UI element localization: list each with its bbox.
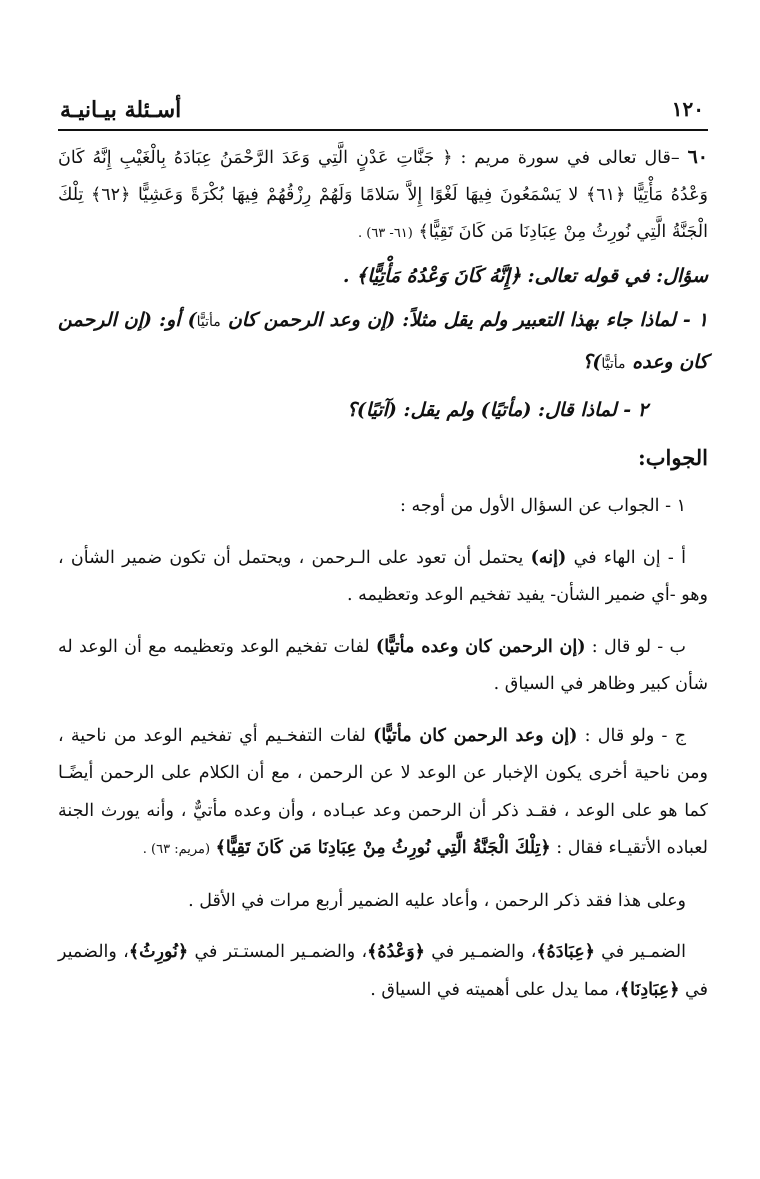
point-a-bold: (إنه)	[530, 547, 567, 568]
section-number: ٦٠	[687, 146, 708, 168]
answer-heading: الجواب:	[638, 445, 708, 470]
page-header	[58, 95, 708, 131]
answer-point-d: وعلى هذا فقد ذكر الرحمن ، وأعاد عليه الضمير أربع مرات في الأقل .	[188, 890, 686, 911]
verse-reference: (٦١- ٦٣) .	[357, 226, 413, 241]
point-e-part-3: ، والضمـير المستـتر في	[194, 942, 368, 962]
point-a-rest: يحتمل أن تعود على الـرحمن ، ويحتمل أن تكون ضمير الشأن ، وهو -أي ضمير الشأن- يفيد تفخيم الوعد وتعظيمه .	[58, 547, 708, 605]
point-e-part-2: ، والضمـير في	[431, 942, 537, 962]
point-c-lead: ج - ولو قال :	[584, 725, 686, 746]
quran-verse: ﴿ جَنَّاتِ عَدْنٍ الَّتِي وَعَدَ الرَّحْمَنُ عِبَادَهُ بِالْغَيْبِ إِنَّهُ كَانَ وَعْدُهُ مَأْتِيًّا ﴿٦١﴾ لا يَسْمَعُونَ فِيهَا لَغْوًا إِلاَّ سَلامًا وَلَهُمْ رِزْقُهُمْ فِيهَا بُكْرَةً وَعَشِيًّا ﴿٦٢﴾ تِلْكَ الْجَنَّةُ الَّتِي نُورِثُ مِنْ عِبَادِنَا مَن كَانَ تَقِيًّا﴾	[58, 148, 708, 242]
section-intro: –قال تعالى في سورة مريم :	[460, 148, 680, 168]
page-number: ١٢٠	[671, 97, 704, 121]
point-e-part-5: ، مما يدل على أهميته في السياق .	[370, 979, 620, 1000]
sub-question-1-end: )؟	[582, 351, 602, 373]
book-page	[58, 95, 708, 1023]
point-c-reference: (مريم: ٦٣) .	[142, 842, 211, 857]
question-line	[58, 256, 708, 296]
question-text: في قوله تعالى: ﴿إِنَّهُ كَانَ وَعْدُهُ مَأْتِيًّا﴾ .	[342, 265, 650, 287]
point-e-word-1: ﴿عِبَادَهُ﴾	[536, 942, 595, 962]
sub-question-1-mid: ) أو: (إن الرحمن كان وعده	[58, 309, 708, 373]
answer-point-a	[58, 540, 708, 615]
question-label: سؤال:	[656, 265, 708, 287]
sub-question-1	[58, 300, 708, 384]
answer-point-b	[58, 629, 708, 704]
point-e-part-4: ، والضمير في	[58, 942, 708, 1000]
answer-point-c	[58, 718, 708, 869]
point-c-rest: لفات التفخـيم أي تفخيم الوعد من ناحية ، ومن ناحية أخرى يكون الإخبار عن الوعد لا عن الرحمن ، مع أن الكلام على الرحمن أيضًـا كما هو على الوعد ، فقـد ذكر أن الرحمن وعد عبـاده ، وأن وعده مأتيٌّ ، وأنه يورث الجنة لعباده الأتقيـاء فقال :	[58, 725, 708, 858]
answer-intro: ١ - الجواب عن السؤال الأول من أوجه :	[400, 496, 686, 516]
point-c-bold: (إن وعد الرحمن كان مأتيًّا)	[373, 725, 578, 746]
answer-point-e	[58, 934, 708, 1009]
sub-question-2	[58, 390, 708, 430]
point-c-verse: ﴿تِلْكَ الْجَنَّةُ الَّتِي نُورِثُ مِنْ عِبَادِنَا مَن كَانَ تَقِيًّا﴾	[215, 838, 551, 858]
sub-question-1-main: ١ - لماذا جاء بهذا التعبير ولم يقل مثلاً: (إن وعد الرحمن كان	[227, 309, 708, 331]
point-b-rest: لفات تفخيم الوعد وتعظيمه مع أن الوعد له شأن كبير وظاهر في السياق .	[58, 636, 708, 694]
sub-question-1-word-1: مأتيًّا	[196, 314, 221, 330]
point-a-lead: أ - إن الهاء في	[573, 547, 686, 568]
point-e-part-1: الضمـير في	[601, 942, 686, 962]
point-e-word-3: ﴿نُورِثُ﴾	[128, 942, 189, 962]
sub-question-1-word-2: مأتيًّا	[601, 356, 626, 372]
running-title: أسـئلة بيـانيـة	[60, 97, 182, 123]
point-b-lead: ب - لو قال :	[591, 636, 686, 657]
point-e-word-2: ﴿وَعْدُهُ﴾	[367, 942, 425, 962]
point-e-word-4: ﴿عِبَادِنَا﴾	[619, 979, 680, 1000]
section-60-paragraph	[58, 139, 708, 252]
point-b-bold: (إن الرحمن كان وعده مأتيًّا)	[375, 636, 586, 657]
sub-question-2-text: ٢ - لماذا قال: (مأتيًا) ولم يقل: (آتيًا)؟	[346, 399, 648, 421]
